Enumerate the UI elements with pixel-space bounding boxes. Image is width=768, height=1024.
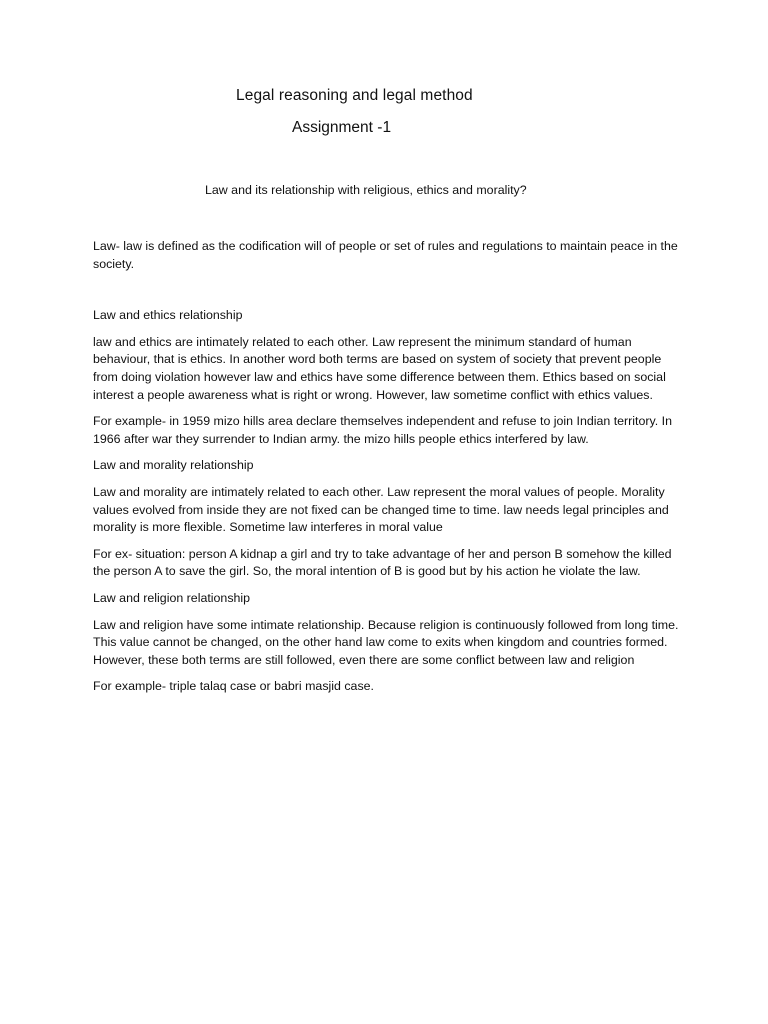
document-title: Legal reasoning and legal method: [236, 87, 473, 104]
heading-law-religion: Law and religion relationship: [93, 590, 251, 605]
heading-law-morality: Law and morality relationship: [93, 458, 254, 473]
heading-law-ethics: Law and ethics relationship: [93, 308, 243, 323]
document-body: [93, 238, 683, 705]
paragraph-law-ethics: law and ethics are intimately related to each other. Law represent the minimum standard of human behaviour, that is ethics. In another word both terms are based on system of society that prevent people from doing violation however law and ethics have some difference between them. Ethics based on social interest a people awareness what is right or wrong. However, law sometime conflict with ethics values.: [93, 334, 666, 402]
document-subtitle: Assignment -1: [292, 119, 392, 136]
paragraph-law-ethics-example: For example- in 1959 mizo hills area declare themselves independent and refuse to join Indian territory. In 1966 after war they surrender to Indian army. the mizo hills people ethics interfered by law.: [93, 414, 673, 446]
paragraph-law-morality: Law and morality are intimately related to each other. Law represent the moral values of people. Morality values evolved from inside they are not fixed can be changed time to time. law needs legal principles and morality is more flexible. Sometime law interferes in moral value: [93, 484, 669, 535]
paragraph-law-religion-example: For example- triple talaq case or babri masjid case.: [93, 679, 374, 694]
paragraph-law-definition: Law- law is defined as the codification will of people or set of rules and regulations to maintain peace in the society.: [93, 239, 678, 271]
paragraph-law-morality-example: For ex- situation: person A kidnap a girl and try to take advantage of her and person B somehow the killed the person A to save the girl. So, the moral intention of B is good but by his action he violate the law.: [93, 546, 672, 579]
paragraph-law-religion: Law and religion have some intimate relationship. Because religion is continuously followed from long time. This value cannot be changed, on the other hand law come to exits when kingdom and countries formed. However, these both terms are still followed, even there are some conflict between law and religion: [93, 617, 679, 667]
document-question: Law and its relationship with religious, ethics and morality?: [205, 183, 527, 197]
